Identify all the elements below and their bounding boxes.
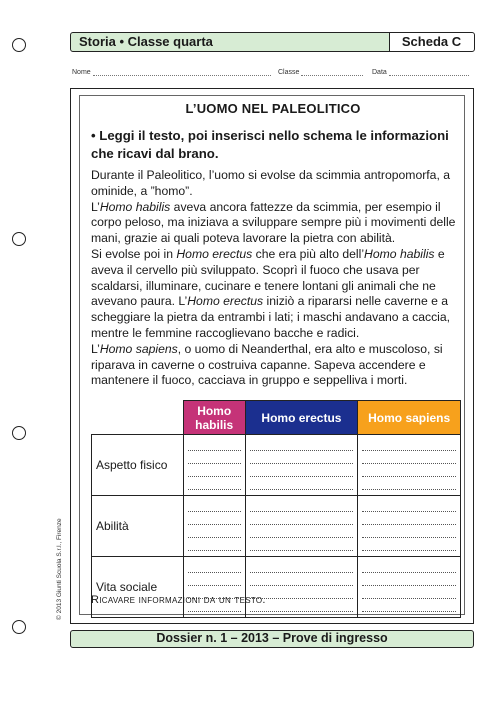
- field-classe[interactable]: [278, 69, 363, 76]
- subject-label: Storia • Classe quarta: [79, 34, 213, 49]
- field-data-line[interactable]: [389, 69, 469, 76]
- answer-cell[interactable]: [183, 496, 245, 557]
- binder-hole-bottom: [12, 620, 26, 634]
- schema-header-row: [92, 401, 461, 435]
- column-homo-erectus: Homo erectus: [245, 401, 358, 435]
- answer-cell[interactable]: [183, 557, 245, 618]
- column-homo-sapiens: Homo sapiens: [358, 401, 461, 435]
- copyright-text: © 2013 Giunti Scuola S.r.l., Firenze: [56, 518, 63, 620]
- field-data-label: Data: [372, 69, 387, 76]
- field-classe-label: Classe: [278, 69, 300, 76]
- row-label-abilita: Abilità: [92, 496, 184, 557]
- header-bar: [70, 32, 474, 52]
- schema-row-abilita: [92, 496, 461, 557]
- schema-row-aspetto: [92, 435, 461, 496]
- scheda-label: Scheda C: [389, 32, 475, 52]
- schema-corner: [92, 401, 184, 435]
- row-label-vita-sociale: Vita sociale: [92, 557, 184, 618]
- answer-cell[interactable]: [358, 496, 461, 557]
- answer-cell[interactable]: [358, 557, 461, 618]
- worksheet-content: [79, 95, 465, 615]
- field-nome-line[interactable]: [93, 69, 271, 76]
- field-nome-label: Nome: [72, 69, 91, 76]
- binder-hole-lower: [12, 426, 26, 440]
- answer-cell[interactable]: [245, 557, 358, 618]
- reading-text: [91, 168, 463, 389]
- binder-hole-top: [12, 38, 26, 52]
- answer-cell[interactable]: [245, 435, 358, 496]
- schema-table: [91, 400, 461, 618]
- answer-cell[interactable]: [183, 435, 245, 496]
- reading-paragraph-4: L’Homo sapiens, o uomo di Neanderthal, era alto e muscoloso, si riparava in caverne o costruiva capanne. Sapeva accendere e mantenere il fuoco, cacciava in gruppo e seppelliva i morti.: [91, 341, 443, 388]
- dossier-label: Dossier n. 1 – 2013 – Prove di ingresso: [156, 631, 388, 645]
- row-label-aspetto-fisico: Aspetto fisico: [92, 435, 184, 496]
- field-nome[interactable]: [72, 69, 271, 76]
- answer-cell[interactable]: [245, 496, 358, 557]
- instruction-text: • Leggi il testo, poi inserisci nello schema le informazioni che ricavi dal brano.: [91, 128, 449, 161]
- answer-cell[interactable]: [358, 435, 461, 496]
- bottom-bar: [70, 630, 474, 648]
- field-classe-line[interactable]: [301, 69, 363, 76]
- reading-paragraph-1: Durante il Paleolitico, l’uomo si evolse da scimmia antropomorfa, a ominide, a ”homo”.: [91, 168, 451, 198]
- column-homo-habilis: Homo habilis: [183, 401, 245, 435]
- field-data[interactable]: [372, 69, 469, 76]
- reading-paragraph-3: Si evolse poi in Homo erectus che era più alto dell’Homo habilis e aveva il cervello più sviluppato. Scoprì il fuoco che usava per scaldarsi, illuminare, cucinare e tenere lontani gli animali che ne avevano paura. L’Homo erectus iniziò a ripararsi nelle caverne e a scheggiare la pietra da entrambi i lati; i maschi andavano a caccia, mentre le femmine raccoglievano bacche e radici.: [91, 246, 451, 340]
- reading-paragraph-2: L’Homo habilis aveva ancora fattezze da scimmia, per esempio il corpo peloso, ma iniziava a sviluppare sempre più i movimenti delle mani, grazie ai quali poteva lavorare la pietra con abilità.: [91, 199, 456, 246]
- binder-hole-upper: [12, 232, 26, 246]
- worksheet-frame: [70, 88, 474, 624]
- skill-note: Ricavare informazioni da un testo.: [91, 594, 266, 606]
- worksheet-title: L’UOMO NEL PALEOLITICO: [185, 101, 361, 116]
- schema-row-vita-sociale: [92, 557, 461, 618]
